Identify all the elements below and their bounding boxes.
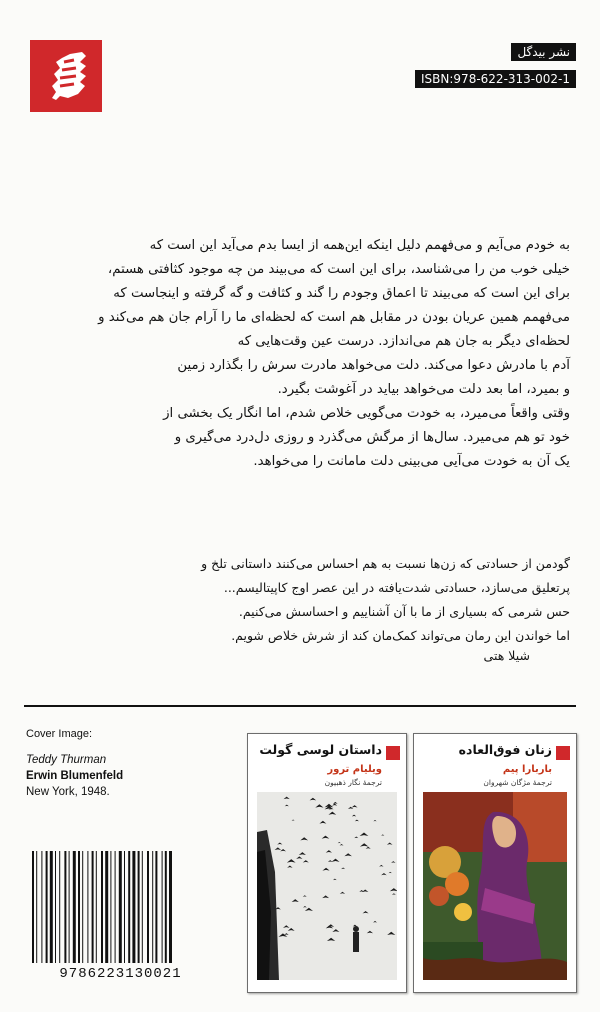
credit-artist: Erwin Blumenfeld <box>26 770 124 782</box>
excerpt-line: یک آن به خودت می‌آیی می‌بینی دلت مامانت را می‌خواهد. <box>253 454 570 469</box>
review-line: حس شرمی که بسیاری از ما با آن آشناییم و احساسش می‌کنیم. <box>238 604 570 619</box>
excerpt-line: لحظه‌ای دیگر به جان هم می‌اندازد. درست عین وقت‌هایی که <box>237 334 570 349</box>
publisher-label: نشر بیدگل <box>511 43 576 61</box>
related-book-translator: ترجمهٔ نگار ذهبیون <box>324 778 382 787</box>
review-quote <box>25 552 570 663</box>
excerpt-line: وقتی واقعاً می‌میرد، به خودت می‌گویی خلاص شدم، اما انگار یک بخشی از <box>163 406 570 421</box>
cover-painting-woman <box>423 792 567 980</box>
related-book-author: ویلیام ترور <box>327 764 382 775</box>
cover-image-credit <box>26 728 226 800</box>
excerpt-line: برای این است که می‌بیند تا اعماق وجودم را گند و کثافت و گه گرفته و اینجاست که <box>113 286 570 301</box>
publisher-mini-logo <box>556 746 570 760</box>
isbn-label: ISBN:978-622-313-002-1 <box>415 70 576 88</box>
excerpt-line: می‌فهمم همین عریان بودن در مقابل هم است که لحظه‌ای ما را آرام جان هم می‌کند و <box>98 310 570 325</box>
publisher-mini-logo <box>386 746 400 760</box>
related-book-title: داستان لوسی گولت <box>259 742 382 757</box>
related-book-cover <box>413 733 577 993</box>
book-excerpt <box>25 234 570 474</box>
review-line: پرتعلیق می‌سازد، حسادتی شدت‌یافته در این عصر اوج کاپیتالیسم... <box>223 580 570 595</box>
related-book-cover <box>247 733 407 993</box>
review-line: گودمن از حسادتی که زن‌ها نسبت به هم احساس می‌کنند داستانی تلخ و <box>201 556 570 571</box>
publisher-logo <box>30 40 102 112</box>
excerpt-line: آدم با مادرش دعوا می‌کند. دلت می‌خواهد مادرت سرش را بگذارد زمین <box>177 358 570 373</box>
barcode <box>30 851 211 963</box>
credit-subject: Teddy Thurman <box>26 754 107 766</box>
related-book-translator: ترجمهٔ مژگان شهروان <box>483 778 552 787</box>
review-line: اما خواندن این رمان می‌تواند کمک‌مان کند از شرش خلاص شویم. <box>231 628 570 643</box>
related-book-title: زنان فوق‌العاده <box>458 742 552 757</box>
credit-place-year: New York, 1948. <box>26 786 110 798</box>
barcode-digits: 9786223130021 <box>59 966 182 982</box>
cover-photo-birds <box>257 792 397 980</box>
section-divider <box>24 705 576 707</box>
related-book-author: باربارا پیم <box>502 764 552 775</box>
excerpt-line: خیلی خوب من را می‌شناسد، برای این است که می‌بیند من چه موجود کثافتی هستم، <box>107 262 570 277</box>
excerpt-line: خود تو هم می‌میرد. سال‌ها از مرگش می‌گذرد و روزی دل‌درد می‌گیری و <box>174 430 570 445</box>
excerpt-line: به خودم می‌آیم و می‌فهمم دلیل اینکه این‌همه از ایسا بدم می‌آید این است که <box>149 238 570 253</box>
review-author: شیلا هتی <box>483 648 530 663</box>
excerpt-line: و بمیرد، اما بعد دلت می‌خواهد بیاید در آغوشت بگیرد. <box>277 382 570 397</box>
credit-heading: Cover Image: <box>26 728 93 740</box>
